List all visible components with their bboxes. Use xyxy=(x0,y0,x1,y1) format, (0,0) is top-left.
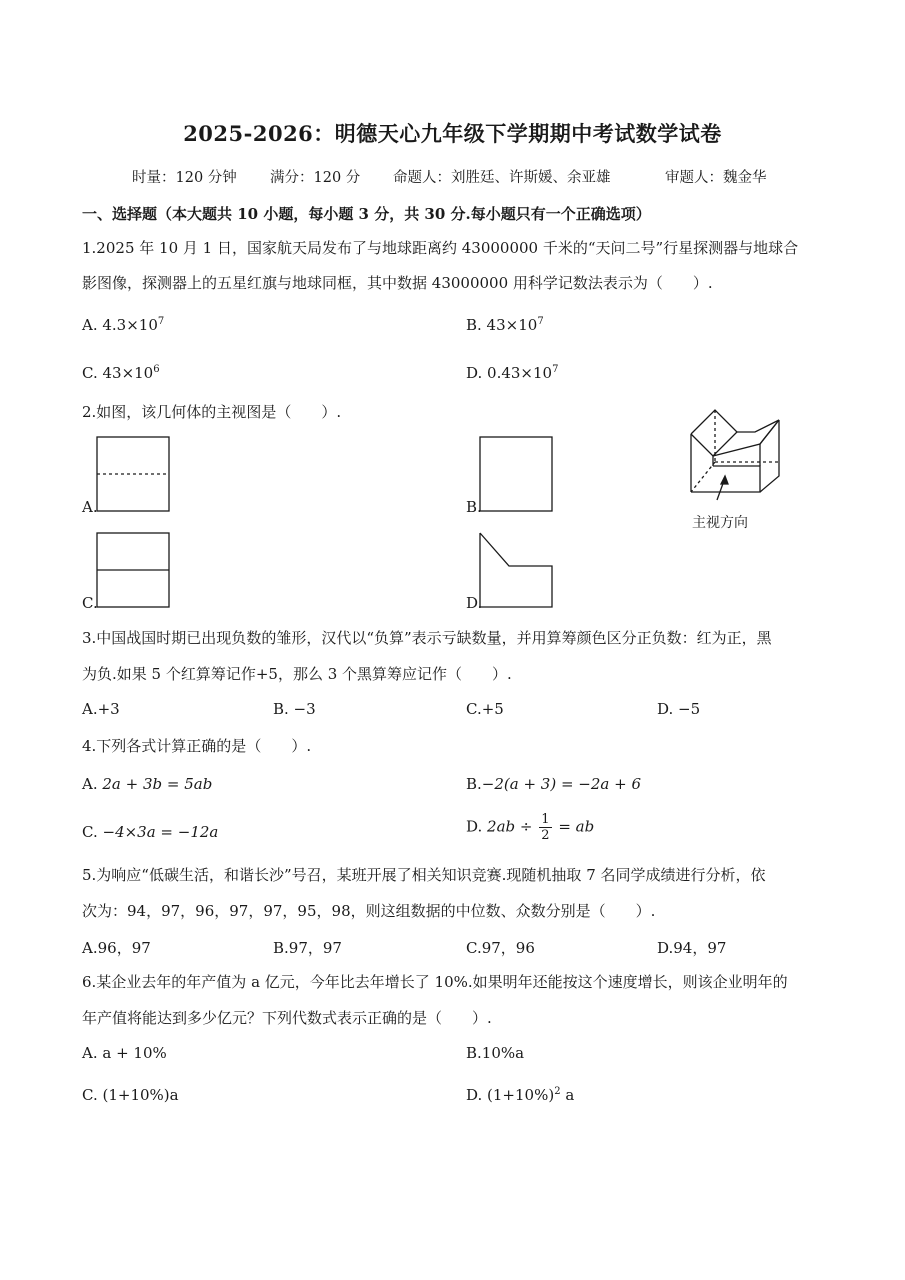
q3-line2: 为负.如果 5 个红算筹记作+5，那么 3 个黑算筹应记作（ ）. xyxy=(82,665,512,683)
q4-option-d: D. 2ab ÷ $\frac{1}{2}$ = ab xyxy=(466,812,595,843)
q4-option-b: B.−2(a + 3) = −2a + 6 xyxy=(466,775,642,793)
q5-option-b: B.97，97 xyxy=(273,939,342,957)
q6-option-d: D. $(1+10\%)^2$ a xyxy=(466,1086,575,1104)
q2-solid-figure xyxy=(685,406,790,502)
fraction: $\frac{1}{2}$ xyxy=(541,812,550,843)
q3-option-b: B. −3 xyxy=(273,700,316,718)
q1-option-b: B. $43\times 10^7$ xyxy=(466,316,544,334)
q2-stem: 2.如图，该几何体的主视图是（ ）. xyxy=(82,403,342,421)
q2-option-a-label: A. xyxy=(82,498,98,516)
q5-line2: 次为：94，97，96，97，97，95，98，则这组数据的中位数、众数分别是（ ）. xyxy=(82,902,656,920)
q2-option-d-label: D. xyxy=(466,594,483,612)
q2-option-b-label: B. xyxy=(466,498,482,516)
q5-option-c: C.97，96 xyxy=(466,939,535,957)
q2-option-c-figure xyxy=(96,532,172,610)
q2-option-a-figure xyxy=(96,436,172,514)
q2-option-b-figure xyxy=(479,436,555,514)
q3-option-d: D. −5 xyxy=(657,700,701,718)
q3-option-c: C.+5 xyxy=(466,700,504,718)
q1-line2: 影图像，探测器上的五星红旗与地球同框，其中数据 43000000 用科学记数法表示为（ ）. xyxy=(82,274,713,292)
q1-option-a: A. $4.3\times 10^7$ xyxy=(82,316,165,334)
q3-option-a: A.+3 xyxy=(82,700,120,718)
exam-score: 满分：120 分 xyxy=(270,170,361,186)
q2-figure-caption: 主视方向 xyxy=(692,515,748,531)
q5-option-d: D.94，97 xyxy=(657,939,727,957)
section-heading: 一、选择题（本大题共 10 小题，每小题 3 分，共 30 分.每小题只有一个正确选项） xyxy=(82,205,651,223)
q4-option-a: A. 2a + 3b = 5ab xyxy=(82,775,213,793)
q6-option-a: A. a + 10% xyxy=(82,1044,167,1062)
q1-option-c: C. $43\times 10^6$ xyxy=(82,364,160,382)
exam-reviewer: 审题人：魏金华 xyxy=(665,170,767,186)
q6-option-c: C. (1+10%)a xyxy=(82,1086,179,1104)
q2-option-d-figure xyxy=(479,532,555,610)
page-title: 2025-2026：明德天心九年级下学期期中考试数学试卷 xyxy=(183,121,722,146)
q1-line1: 1.2025 年 10 月 1 日，国家航天局发布了与地球距离约 43000000 千米的“天问二号”行星探测器与地球合 xyxy=(82,239,799,257)
exam-time: 时量：120 分钟 xyxy=(132,170,237,186)
q1-option-d: D. $0.43\times 10^7$ xyxy=(466,364,559,382)
q5-option-a: A.96，97 xyxy=(82,939,151,957)
q6-line1: 6.某企业去年的年产值为 a 亿元，今年比去年增长了 10%.如果明年还能按这个速度增长，则该企业明年的 xyxy=(82,973,788,991)
exam-authors: 命题人：刘胜廷、许斯媛、余亚雄 xyxy=(393,170,611,186)
q5-line1: 5.为响应“低碳生活，和谐长沙”号召，某班开展了相关知识竞赛.现随机抽取 7 名同学成绩进行分析，依 xyxy=(82,866,766,884)
q6-line2: 年产值将能达到多少亿元？下列代数式表示正确的是（ ）. xyxy=(82,1009,492,1027)
q2-option-c-label: C. xyxy=(82,594,98,612)
q4-option-c: C. −4×3a = −12a xyxy=(82,823,219,841)
q6-option-b: B.10%a xyxy=(466,1044,525,1062)
q4-stem: 4.下列各式计算正确的是（ ）. xyxy=(82,737,312,755)
q3-line1: 3.中国战国时期已出现负数的雏形，汉代以“负算”表示亏缺数量，并用算筹颜色区分正负数：红为正，黑 xyxy=(82,629,772,647)
